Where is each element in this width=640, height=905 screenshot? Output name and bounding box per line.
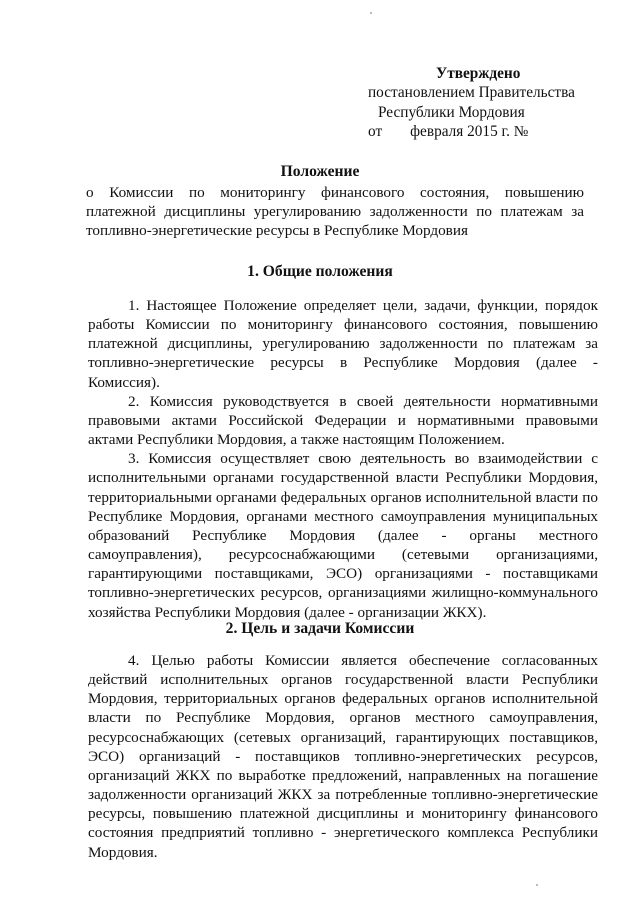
document-title: Положение [280, 163, 360, 180]
approval-title: Утверждено [436, 65, 521, 82]
scan-speck [536, 884, 538, 886]
approval-line-2: Республики Мордовия [378, 103, 525, 121]
paragraph-2: 2. Комиссия руководствуется в своей деятельности нормативными правовыми актами Российской Федерации и нормативными правовыми актами Республики Мордовия, а также настоящим Положением. [88, 392, 598, 449]
approval-date-text: февраля 2015 г. № [410, 122, 529, 140]
approval-block [368, 64, 628, 141]
section-2-heading: 2. Цель и задачи Комиссии [225, 620, 415, 637]
paragraph-1: 1. Настоящее Положение определяет цели, задачи, функции, порядок работы Комиссии по мониторингу финансового состояния, повышению платежной дисциплины, урегулированию задолженности по платежам за топливно-энергетические ресурсы в Республике Мордовия (далее - Комиссия). [88, 297, 598, 391]
section-1-heading: 1. Общие положения [247, 263, 393, 280]
paragraph-4: 4. Целью работы Комиссии является обеспечение согласованных действий исполнительных органов государственной власти Республики Мордовия, территориальных органов федеральных органов исполнительной власти по Республике Мордовия, органов местного самоуправления, ресурсоснабжающих (сетевых организаций, гарантирующих поставщиков, ЭСО) организаций - поставщиков топливно-энергетических ресурсов, организаций ЖКХ по выработке предложений, направленных на погашение задолженности организаций ЖКХ за потребленные топливно-энергетические ресурсы, повышению платежной дисциплины и мониторингу финансового состояния предприятий топливно - энергетического комплекса Республики Мордовия. [88, 652, 598, 861]
section-1-body [88, 296, 598, 622]
approval-line-1: постановлением Правительства [368, 84, 575, 102]
section-2-body [88, 651, 598, 862]
approval-date-prefix: от [368, 122, 383, 140]
scan-speck [370, 12, 372, 14]
document-subtitle: о Комиссии по мониторингу финансового состояния, повышению платежной дисциплины урегулированию задолженности по платежам за топливно-энергетические ресурсы в Республике Мордовия [86, 184, 584, 240]
approval-date-line [368, 122, 628, 141]
paragraph-3: 3. Комиссия осуществляет свою деятельность во взаимодействии с исполнительными органами государственной власти Республики Мордовия, территориальными органами федеральных органов исполнительной власти по Республике Мордовия, органами местного самоуправления муниципальных образований Республике Мордовия (далее - органы местного самоуправления), ресурсоснабжающими (сетевыми организациями, гарантирующими поставщиками, ЭСО) организациями - поставщиками топливно-энергетических ресурсов, организациями жилищно-коммунального хозяйства Республики Мордовия (далее - организации ЖКХ). [88, 450, 598, 621]
